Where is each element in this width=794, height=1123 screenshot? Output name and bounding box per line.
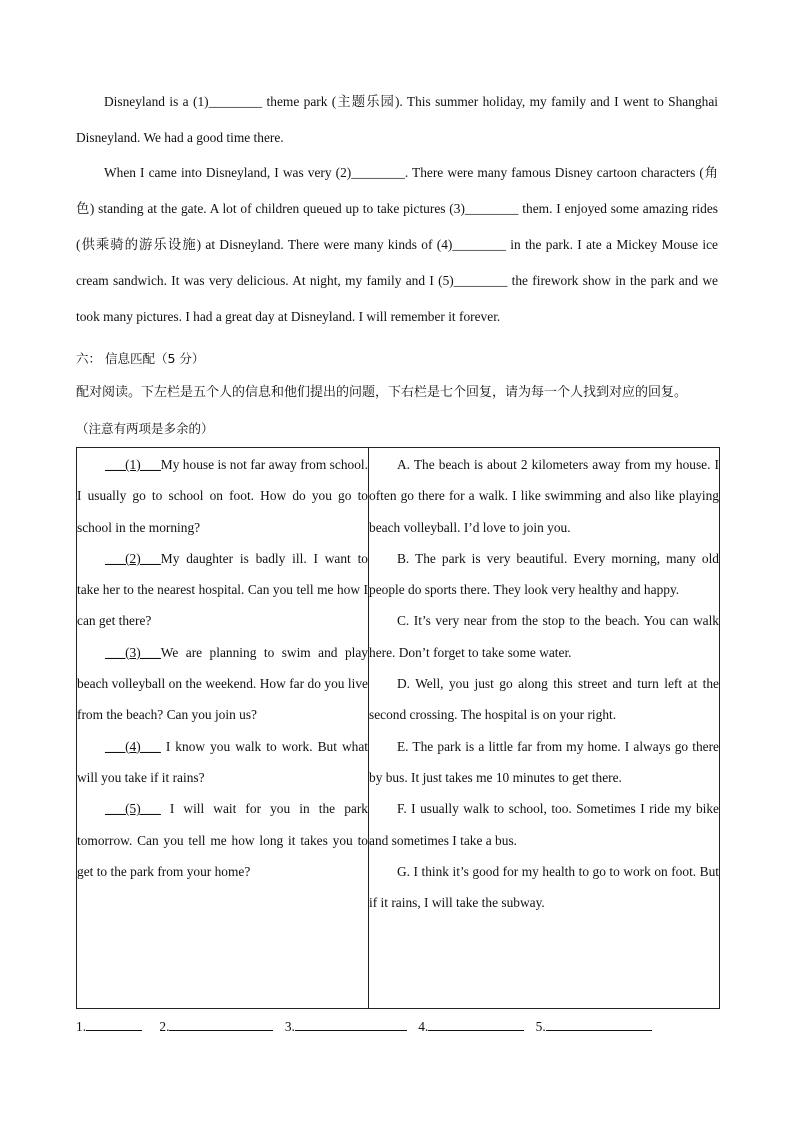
matching-table: [76, 447, 720, 1009]
answer-4[interactable]: [418, 1016, 524, 1037]
left-item-5: [77, 793, 368, 887]
reply-option-g: [369, 856, 719, 919]
left-item-4: [77, 731, 368, 794]
reply-option-c: [369, 605, 719, 668]
cloze-text-1: Disneyland is a (1)________ theme park (主题乐园). This summer holiday, my family and I went to Shanghai Disneyland. We had a good time there.: [76, 94, 718, 145]
answer-blank-3[interactable]: ___(3)___: [105, 644, 161, 660]
answer-number: 3.: [284, 1019, 295, 1034]
left-item-text: My daughter is badly ill. I want to take her to the nearest hospital. Can you tell me how I can get there?: [77, 550, 368, 629]
answer-5[interactable]: [536, 1016, 652, 1037]
left-item-3: [77, 637, 368, 731]
answer-2[interactable]: [159, 1016, 273, 1037]
reply-option-f: [369, 793, 719, 856]
answer-blank-1[interactable]: ___(1)___: [105, 457, 161, 472]
answer-line: [76, 1016, 718, 1037]
answer-number: 5.: [535, 1019, 546, 1034]
answer-blank-2[interactable]: ___(2)___: [105, 550, 161, 566]
left-item-text: I know you walk to work. But what will you take if it rains?: [77, 738, 368, 785]
answer-number: 4.: [418, 1019, 429, 1034]
reply-option-d: [369, 668, 719, 731]
cloze-paragraph-2: [76, 155, 718, 335]
answer-3[interactable]: [285, 1016, 407, 1037]
left-column: [77, 448, 369, 1009]
reply-text: G. I think it’s good for my health to go to work on foot. But if it rains, I will take the subway.: [369, 863, 719, 911]
left-item-1: [77, 449, 368, 543]
answer-number: 2.: [159, 1019, 170, 1034]
answer-blank-5[interactable]: ___(5)___: [105, 801, 161, 817]
left-item-text: I will wait for you in the park tomorrow. Can you tell me how long it takes you to get to the park from your home?: [77, 801, 368, 879]
answer-number: 1.: [76, 1019, 87, 1034]
answer-blank-4[interactable]: ___(4)___: [105, 738, 161, 754]
cloze-text-2: When I came into Disneyland, I was very (2)________. There were many famous Disney cartoon characters (角色) standing at the gate. A lot of children queued up to take pictures (3)________ them. I enjoyed some amazing rides (供乘骑的游乐设施) at Disneyland. There were many kinds of (4)________ in the park. I ate a Mickey Mouse ice cream sandwich. It was very delicious. At night, my family and I (5)________ the firework show in the park and we took many pictures. I had a great day at Disneyland. I will remember it forever.: [76, 165, 718, 324]
section-six-title: 六： 信息匹配（5 分）: [76, 351, 205, 366]
reply-option-e: [369, 731, 719, 794]
reply-text: E. The park is a little far from my home. I always go there by bus. It just takes me 10 minutes to get there.: [369, 738, 719, 785]
section-six-note: （注意有两项是多余的）: [76, 421, 214, 436]
reply-text: C. It’s very near from the stop to the beach. You can walk here. Don’t forget to take some water.: [369, 613, 719, 660]
left-item-text: My house is not far away from school. I usually go to school on foot. How do you go to school in the morning?: [77, 457, 368, 535]
section-six-instruction: 配对阅读。下左栏是五个人的信息和他们提出的问题，下右栏是七个回复，请为每一个人找到对应的回复。: [76, 385, 688, 400]
right-column: [369, 448, 720, 1009]
reply-text: A. The beach is about 2 kilometers away from my house. I often go there for a walk. I like swimming and also like playing beach volleyball. I’d love to join you.: [369, 457, 719, 535]
reply-option-a: [369, 449, 719, 543]
reply-text: F. I usually walk to school, too. Sometimes I ride my bike and sometimes I take a bus.: [369, 801, 719, 848]
left-item-text: We are planning to swim and play beach volleyball on the weekend. How far do you live from the beach? Can you join us?: [77, 644, 368, 723]
answer-1[interactable]: [76, 1016, 142, 1037]
reply-option-b: [369, 543, 719, 606]
reply-text: D. Well, you just go along this street and turn left at the second crossing. The hospital is on your right.: [369, 676, 719, 723]
cloze-paragraph-1: [76, 84, 718, 156]
left-item-2: [77, 543, 368, 637]
reply-text: B. The park is very beautiful. Every morning, many old people do sports there. They look very healthy and happy.: [369, 550, 719, 598]
worksheet-page: [76, 84, 718, 1037]
